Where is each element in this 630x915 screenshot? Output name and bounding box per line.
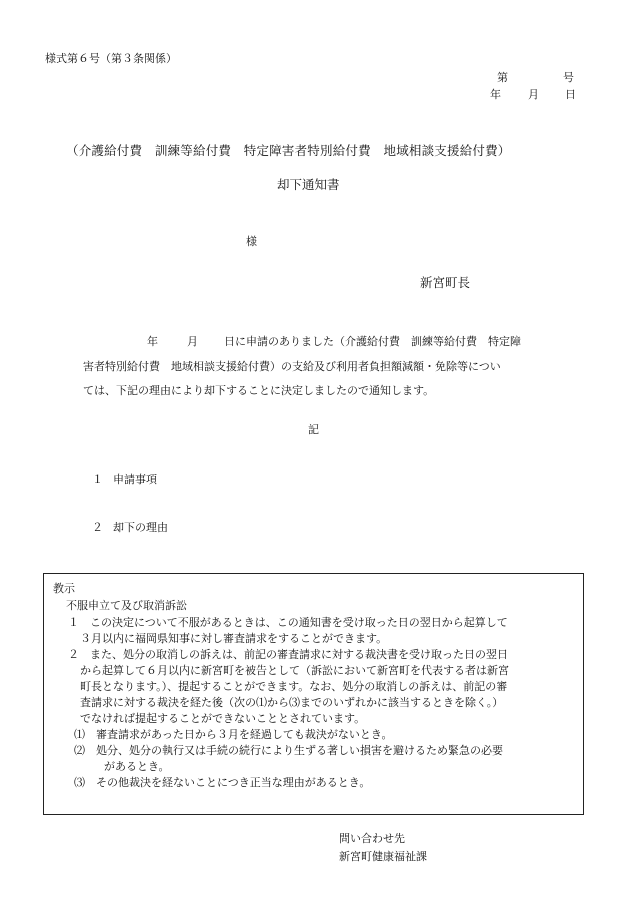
notice-line: 町長となります。）、提起することができます。なお、処分の取消しの訴えは、前記の審: [80, 680, 508, 693]
notice-line: 査請求に対する裁決を経た後（次の⑴から⑶までのいずれかに該当するときを除く。）: [80, 696, 504, 709]
contact-label: 問い合わせ先: [339, 832, 405, 845]
notice-line: ３月以内に福岡県知事に対し審査請求をすることができます。: [80, 632, 388, 645]
contact-department: 新宮町健康福祉課: [339, 850, 427, 863]
document-subtitle: （介護給付費 訓練等給付費 特定障害者特別給付費 地域相談支援給付費）: [66, 143, 511, 158]
item-number-2: ２: [92, 521, 103, 534]
body-line-2: 害者特別給付費 地域相談支援給付費）の支給及び利用者負担額減額・免除等につい: [83, 360, 501, 373]
document-title: 却下通知書: [277, 177, 340, 192]
notice-heading: 教示: [53, 582, 75, 595]
notice-line: があるとき。: [104, 760, 170, 773]
ki-marker: 記: [308, 423, 319, 436]
notice-line: ⑴ 審査請求があった日から３月を経過しても裁決がないとき。: [74, 728, 393, 741]
date-day-label: 日: [565, 88, 576, 101]
form-number: 様式第６号（第３条関係）: [45, 52, 177, 65]
body-line-3: ては、下記の理由により却下することに決定しましたので通知します。: [83, 384, 435, 397]
body-date-month: 月: [187, 335, 198, 348]
doc-number-label: 第: [497, 71, 508, 84]
body-date-year: 年: [147, 335, 158, 348]
body-line-1: 日に申請のありました（介護給付費 訓練等給付費 特定障: [224, 335, 521, 348]
notice-line: ⑶ その他裁決を経ないことにつき正当な理由があるとき。: [74, 776, 371, 789]
appeal-notice-box: [43, 573, 584, 815]
notice-line: ２ また、処分の取消しの訴えは、前記の審査請求に対する裁決書を受け取った日の翌日: [68, 648, 508, 661]
sender-name: 新宮町長: [420, 275, 471, 290]
notice-line: ⑵ 処分、処分の執行又は手続の続行により生ずる著しい損害を避けるため緊急の必要: [74, 744, 503, 757]
notice-line: から起算して６月以内に新宮町を被告として（訴訟において新宮町を代表する者は新宮: [80, 664, 509, 677]
notice-subheading: 不服申立て及び取消訴訟: [66, 599, 187, 612]
item-label-application: 申請事項: [113, 473, 157, 486]
item-number-1: １: [92, 473, 103, 486]
date-year-label: 年: [490, 88, 501, 101]
date-month-label: 月: [528, 88, 539, 101]
recipient-honorific: 様: [246, 235, 257, 248]
item-label-rejection-reason: 却下の理由: [113, 521, 168, 534]
doc-number-suffix: 号: [563, 71, 574, 84]
notice-line: １ この決定について不服があるときは、この通知書を受け取った日の翌日から起算して: [68, 616, 508, 629]
notice-line: でなければ提起することができないこととされています。: [80, 712, 366, 725]
